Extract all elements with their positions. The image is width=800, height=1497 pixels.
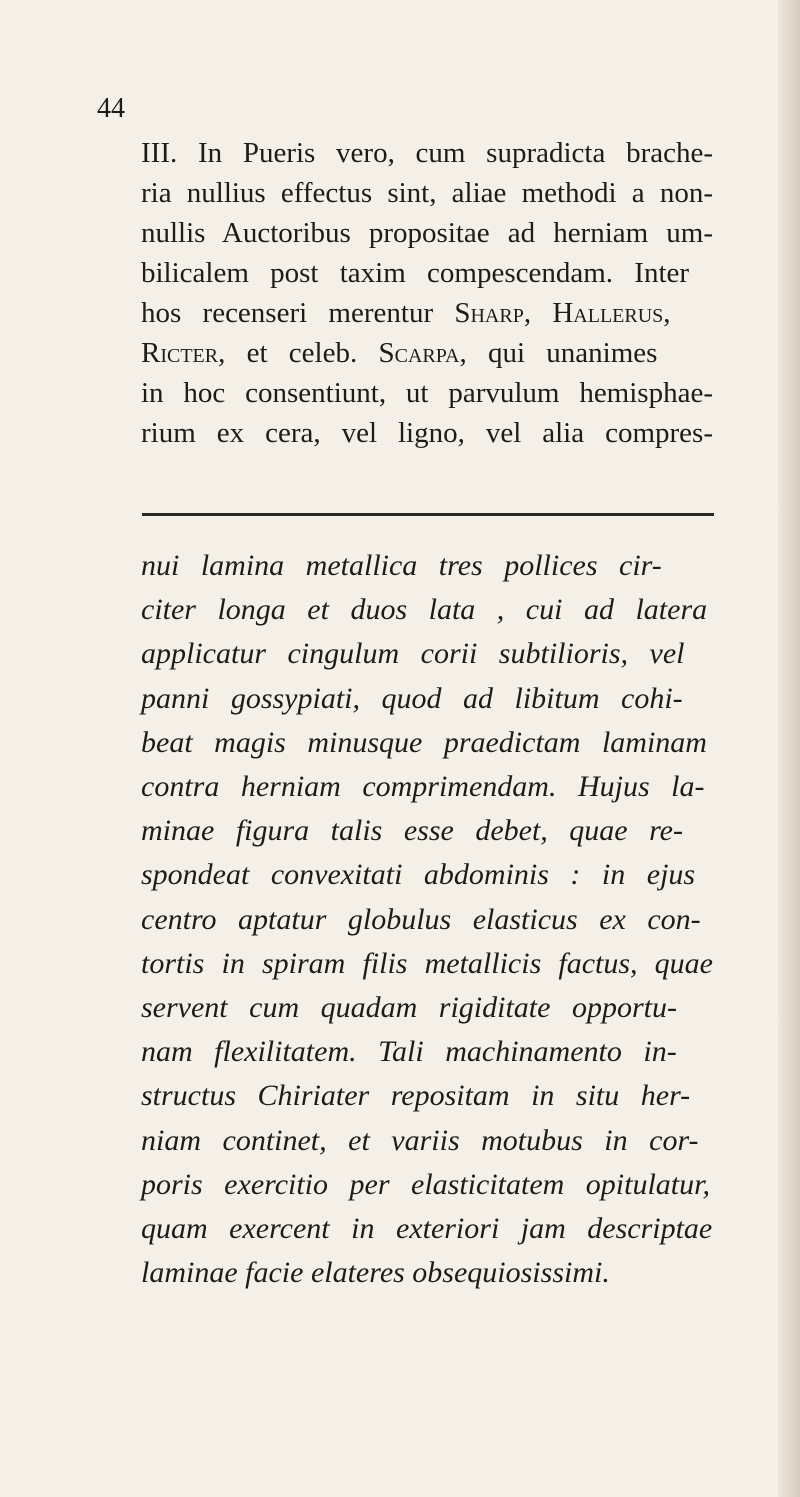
author-name: Hallerus xyxy=(552,297,664,329)
text-run: , xyxy=(663,297,671,329)
author-name: Ricter xyxy=(141,337,219,369)
author-name: Sharp xyxy=(454,297,524,329)
text-run: rium ex cera, vel ligno, vel alia compres- xyxy=(141,417,713,449)
text-run: , xyxy=(523,297,553,329)
text-run: III. In Pueris vero, cum supradicta brache- xyxy=(141,137,713,169)
page-edge-shadow xyxy=(778,0,800,1497)
text-run: , et celeb. xyxy=(218,337,379,369)
main-text-line xyxy=(141,135,713,171)
text-run: bilicalem post taxim compescendam. Inter xyxy=(141,257,690,289)
footnote-line: laminae facie elateres obsequiosissimi. xyxy=(141,1256,610,1290)
footnote-line: citer longa et duos lata , cui ad latera xyxy=(141,593,708,627)
main-text-line xyxy=(141,175,713,211)
main-text-line xyxy=(141,335,657,371)
main-text-line xyxy=(141,255,689,291)
main-text-line xyxy=(141,415,713,451)
footnote-line: nam flexilitatem. Tali machinamento in- xyxy=(141,1035,677,1069)
footnote-line: niam continet, et variis motubus in cor- xyxy=(141,1123,699,1157)
author-name: Scarpa xyxy=(378,337,460,369)
footnote-line: applicatur cingulum corii subtilioris, vel xyxy=(141,637,685,671)
main-text-line xyxy=(141,375,713,411)
page-number: 44 xyxy=(97,93,125,124)
main-text-line xyxy=(141,215,713,251)
text-run: nullis Auctoribus propositae ad herniam um- xyxy=(141,217,713,249)
footnote-line: servent cum quadam rigiditate opportu- xyxy=(141,991,677,1024)
text-run: ria nullius effectus sint, aliae methodi a non- xyxy=(141,177,713,209)
footnote-line: spondeat convexitati abdominis : in ejus xyxy=(141,858,696,892)
footnote-line: beat magis minusque praedictam laminam xyxy=(141,725,707,759)
footnote-line: quam exercent in exteriori jam descriptae xyxy=(141,1212,713,1245)
footnote-line: structus Chiriater repositam in situ her- xyxy=(141,1079,691,1113)
main-text-line xyxy=(141,295,671,331)
footnote-line: tortis in spiram filis metallicis factus, quae xyxy=(141,946,713,980)
footnote-line: minae figura talis esse debet, quae re- xyxy=(141,814,683,848)
text-run: in hoc consentiunt, ut parvulum hemisphae- xyxy=(141,377,713,409)
footnote-line: contra herniam comprimendam. Hujus la- xyxy=(141,770,705,803)
footnote-line: panni gossypiati, quod ad libitum cohi- xyxy=(141,681,683,715)
footnote-divider xyxy=(142,513,714,516)
footnote-line: centro aptatur globulus elasticus ex con- xyxy=(141,902,701,936)
text-run: hos recenseri merentur xyxy=(141,297,455,329)
footnote-line: poris exercitio per elasticitatem opitulatur, xyxy=(141,1167,710,1201)
text-run: , qui unanimes xyxy=(459,337,658,369)
footnote-line: nui lamina metallica tres pollices cir- xyxy=(141,549,662,582)
